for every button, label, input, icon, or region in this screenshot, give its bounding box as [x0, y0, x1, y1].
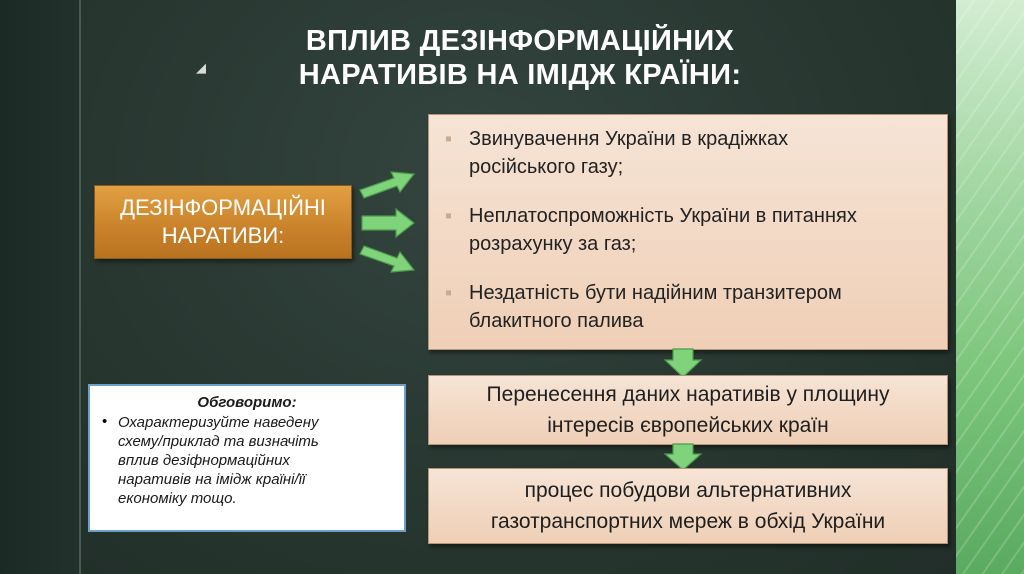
narrative-line: Нездатність бути надійним транзитером — [469, 282, 842, 304]
discussion-box — [88, 384, 406, 532]
left-decor-strip — [0, 0, 80, 574]
bullet-icon: ▪ — [445, 128, 453, 150]
step-transfer-box — [428, 375, 948, 445]
title-marker-icon: ◢ — [196, 60, 206, 75]
list-item — [445, 202, 937, 258]
right-arrow-icon — [360, 206, 416, 240]
step-transfer-text: Перенесення даних наративів у площину інтересів європейських країн — [486, 383, 890, 437]
narrative-line: Неплатоспроможність України в питаннях — [469, 205, 857, 227]
right-arrow-icon — [358, 244, 418, 284]
discussion-heading: Обговоримо: — [197, 394, 297, 411]
title-line-1: ВПЛИВ ДЕЗІНФОРМАЦІЙНИХ — [305, 25, 735, 57]
narratives-list — [429, 115, 947, 335]
narrative-line: Звинувачення України в крадіжках — [469, 128, 789, 150]
right-arrow-icon — [358, 160, 418, 200]
list-item — [90, 413, 404, 508]
down-arrow-icon — [663, 348, 703, 378]
right-decor-strip — [956, 0, 1024, 574]
bullet-icon: ▪ — [445, 282, 453, 304]
list-item — [445, 279, 937, 335]
step-alternative-text: процес побудови альтернативних газотранспортних мереж в обхід України — [490, 479, 886, 533]
step-alternative-box — [428, 468, 948, 544]
narratives-label-box — [94, 185, 352, 259]
narrative-line: розрахунку за газ; — [469, 233, 637, 255]
narrative-line: блакитного палива — [469, 310, 644, 332]
narratives-label: ДЕЗІНФОРМАЦІЙНІ НАРАТИВИ: — [120, 195, 326, 248]
list-item — [445, 125, 937, 181]
bullet-icon: ▪ — [445, 205, 453, 227]
narratives-list-box — [428, 114, 948, 350]
discussion-task: Охарактеризуйте наведену схему/приклад та визначіть вплив дезіфнормаційних наративів на імідж країні/її економіку тощо. — [118, 414, 319, 507]
bullet-icon: • — [102, 413, 108, 430]
down-arrow-icon — [663, 443, 703, 471]
slide-title — [190, 24, 850, 92]
title-line-2: НАРАТИВІВ НА ІМІДЖ КРАЇНИ: — [298, 59, 742, 91]
narrative-line: російського газу; — [469, 156, 624, 178]
